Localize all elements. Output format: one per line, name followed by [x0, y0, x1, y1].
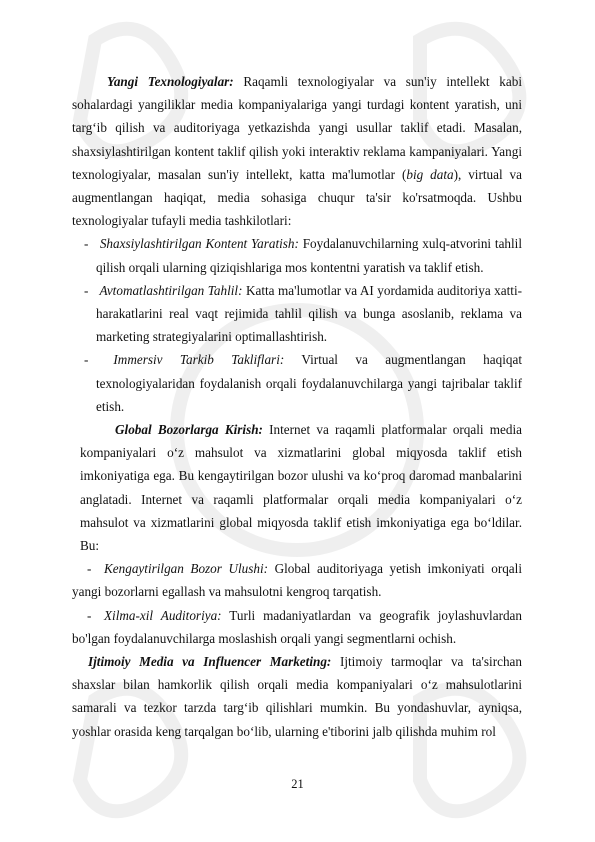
- paragraph-global-markets: [72, 418, 522, 557]
- list-item: - Shaxsiylashtirilgan Kontent Yaratish: Foydalanuvchilarning xulq-atvorini tahlil qilish orqali ularning qiziqishlariga mos kontentni yaratish va taklif etish.: [84, 236, 523, 275]
- paragraph-text: Internet va raqamli platformalar orqali media kompaniyalari o‘z mahsulot va xizmatlarini global miqyosda taklif etish imkoniyatiga ega. Bu kengaytirilgan bozor ulushi va ko‘proq daromad manbalarini anglatadi. Internet va raqamli platformalar orqali media kompaniyalari o‘z mahsulot va xizmatlarini global miqyosda taklif etish imkoniyatiga ega bo‘ldilar. Bu:: [80, 422, 522, 554]
- page-number: 21: [291, 777, 304, 791]
- list-item: - Xilma-xil Auditoriya: Turli madaniyatlardan va geografik joylashuvlardan bo'lgan foydalanuvchilarga moslashish orqali yangi segmentlarni ochish.: [72, 607, 523, 646]
- paragraph-new-technologies: [72, 70, 522, 232]
- list-item: - Kengaytirilgan Bozor Ulushi: Global auditoriyaga yetish imkoniyati orqali yangi bozorlarni egallash va mahsulotni kengroq tarqatish.: [72, 561, 522, 600]
- list-item-text: Turli madaniyatlardan va geografik joylashuvlardan bo'lgan foydalanuvchilarga moslashish orqali yangi segmentlarni ochish.: [72, 607, 523, 646]
- list-item-text: Katta ma'lumotlar va AI yordamida auditoriya xatti-harakatlarini real vaqt rejimida tahlil qilish va bunga asoslanib, reklama va marketing strategiyalarini optimallashtirish.: [96, 282, 522, 345]
- heading-global-markets: Global Bozorlarga Kirish:: [115, 422, 263, 438]
- paragraph-social-media: [72, 650, 522, 743]
- list-item-term: Avtomatlashtirilgan Tahlil:: [99, 282, 243, 298]
- paragraph-text: Raqamli texnologiyalar va sun'iy intellekt kabi sohalardagi yangiliklar media kompaniyalariga yangi turdagi kontent yaratish, uni targ‘ib qilish va auditoriyaga yetkazishda yangi usullar taklif etadi. Masalan, shaxsiylashtirilgan kontent taklif qilish yoki interaktiv reklama kampaniyalari. Yangi texnologiyalar, masalan sun'iy intellekt, katta ma'lumotlar (: [72, 74, 522, 182]
- big-data-term: big data: [406, 166, 454, 182]
- list-item-term: Immersiv Tarkib Takliflari:: [113, 352, 285, 368]
- list-technologies: [72, 232, 522, 418]
- list-item-text: Virtual va augmentlangan haqiqat texnologiyalaridan foydalanish orqali foydalanuvchilarga yangi tajribalar taklif etish.: [96, 352, 522, 414]
- paragraph-text-continued: ), virtual va augmentlangan haqiqat, media sohasiga chuqur ta'sir ko'rsatmoqda. Ushbu texnologiyalar tufayli media tashkilotlari:: [72, 166, 523, 229]
- heading-new-technologies: Yangi Texnologiyalar:: [107, 74, 234, 89]
- list-item-term: Shaxsiylashtirilgan Kontent Yaratish:: [99, 236, 299, 252]
- body-text: [72, 70, 522, 743]
- heading-social-media: Ijtimoiy Media va Influencer Marketing:: [88, 654, 332, 670]
- list-item: - Avtomatlashtirilgan Tahlil: Katta ma'lumotlar va AI yordamida auditoriya xatti-harakatlarini real vaqt rejimida tahlil qilish va bunga asoslanib, reklama va marketing strategiyalarini optimallashtirish.: [84, 282, 522, 345]
- paragraph-text: Ijtimoiy tarmoqlar va ta'sirchan shaxslar bilan hamkorlik qilish orqali media kompaniyalari o‘z mahsulotlarini samarali va tezkor tarzda targ‘ib qilishlari mumkin. Bu yondashuvlar, ayniqsa, yoshlar orasida keng tarqalgan bo‘lib, ularning e'tiborini jalb qilishda muhim rol: [72, 654, 522, 739]
- list-item: - Immersiv Tarkib Takliflari: Virtual va augmentlangan haqiqat texnologiyalaridan foydalanish orqali foydalanuvchilarga yangi tajribalar taklif etish.: [84, 352, 522, 414]
- list-item-text: Global auditoriyaga yetish imkoniyati orqali yangi bozorlarni egallash va mahsulotni kengroq tarqatish.: [72, 561, 522, 600]
- list-item-term: Kengaytirilgan Bozor Ulushi:: [104, 561, 269, 577]
- list-item-term: Xilma-xil Auditoriya:: [104, 607, 222, 623]
- list-item-text: Foydalanuvchilarning xulq-atvorini tahlil qilish orqali ularning qiziqishlariga mos kontentni yaratish va taklif etish.: [96, 236, 523, 275]
